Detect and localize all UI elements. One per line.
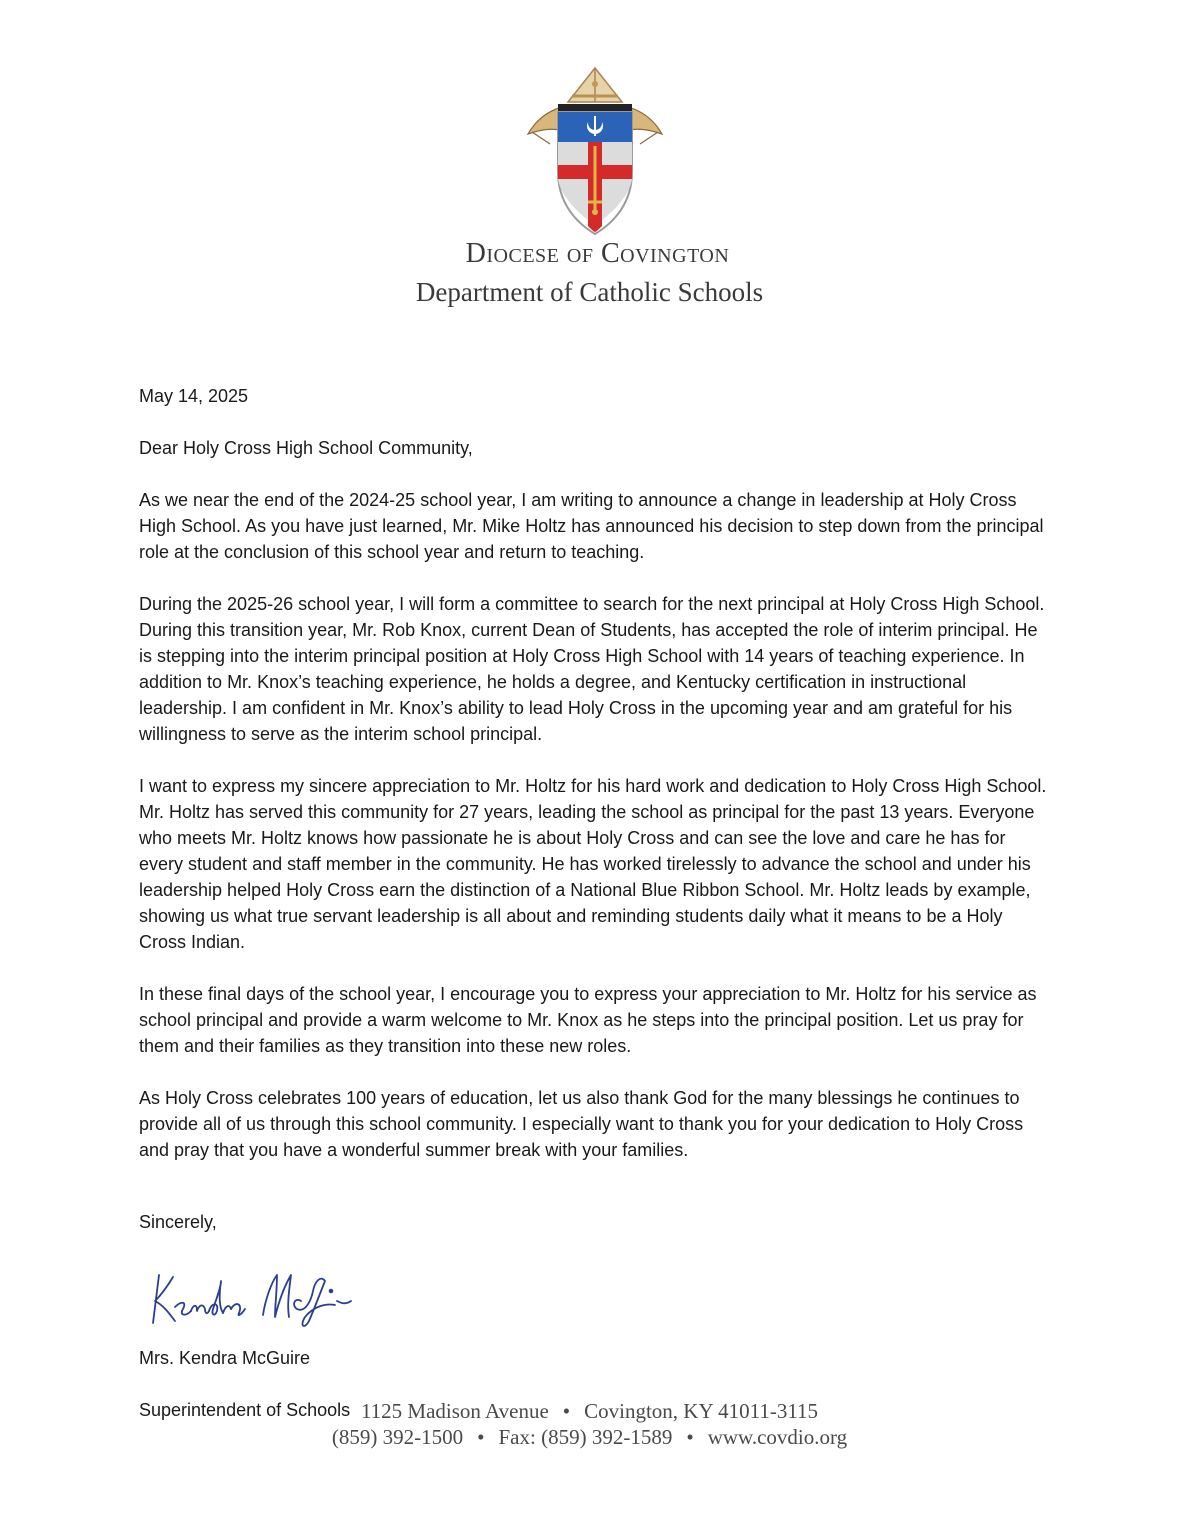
footer-city: Covington, KY 41011-3115 bbox=[584, 1399, 819, 1423]
footer-fax: Fax: (859) 392-1589 bbox=[498, 1425, 673, 1449]
closing: Sincerely, bbox=[139, 1212, 217, 1232]
organization-name: Diocese of Covington bbox=[465, 238, 730, 269]
organization-subtitle: Department of Catholic Schools bbox=[415, 277, 764, 307]
letter-date: May 14, 2025 bbox=[139, 386, 249, 406]
paragraph-4: In these final days of the school year, I encourage you to express your appreciation to Mr. Holtz for his service as school principal and provide a warm welcome to Mr. Knox as he steps into the principal position. Let us pray for them and their families as they transition into these new roles. bbox=[139, 984, 1037, 1056]
paragraph-3: I want to express my sincere appreciation to Mr. Holtz for his hard work and dedication to Holy Cross High School. Mr. Holtz has served this community for 27 years, leading the school as principal for the past 13 years. Everyone who meets Mr. Holtz knows how passionate he is about Holy Cross and can see the love and care he has for every student and staff member in the community. He has worked tirelessly to advance the school and under his leadership helped Holy Cross earn the distinction of a National Blue Ribbon School. Mr. Holtz leads by example, showing us what true servant leadership is all about and reminding students daily what it means to be a Holy Cross Indian. bbox=[139, 776, 1047, 952]
paragraph-1: As we near the end of the 2024-25 school year, I am writing to announce a change in leadership at Holy Cross High School. As you have just learned, Mr. Mike Holtz has announced his decision to step down from the principal role at the conclusion of this school year and return to teaching. bbox=[139, 490, 1044, 562]
paragraph-2: During the 2025-26 school year, I will form a committee to search for the next principal at Holy Cross High School. During this transition year, Mr. Rob Knox, current Dean of Students, has accepted the role of interim principal. He is stepping into the interim principal position at Holy Cross High School with 14 years of teaching experience. In addition to Mr. Knox’s teaching experience, he holds a degree, and Kentucky certification in instructional leadership. I am confident in Mr. Knox’s ability to lead Holy Cross in the upcoming year and am grateful for his willingness to serve as the interim school principal. bbox=[139, 594, 1045, 744]
bullet-separator: • bbox=[477, 1425, 485, 1449]
bullet-separator: • bbox=[562, 1399, 571, 1423]
footer-contact-line bbox=[0, 1424, 1179, 1450]
letter-footer bbox=[0, 1398, 1179, 1450]
letter-body bbox=[139, 383, 1049, 1449]
paragraph-5: As Holy Cross celebrates 100 years of education, let us also thank God for the many blessings he continues to provide all of us through this school community. I especially want to thank you for your dedication to Holy Cross and pray that you have a wonderful summer break with your families. bbox=[139, 1088, 1024, 1160]
signer-title: Superintendent of Schools bbox=[139, 1400, 351, 1420]
footer-address-line bbox=[0, 1398, 1179, 1424]
footer-phone: (859) 392-1500 bbox=[331, 1425, 464, 1449]
footer-street: 1125 Madison Avenue bbox=[360, 1399, 549, 1423]
handwritten-signature-icon bbox=[145, 1261, 375, 1333]
salutation: Dear Holy Cross High School Community, bbox=[139, 438, 473, 458]
diocesan-coat-of-arms-icon bbox=[520, 62, 670, 242]
footer-website[interactable]: www.covdio.org bbox=[707, 1425, 848, 1449]
signer-name: Mrs. Kendra McGuire bbox=[139, 1348, 311, 1368]
bullet-separator: • bbox=[686, 1425, 694, 1449]
